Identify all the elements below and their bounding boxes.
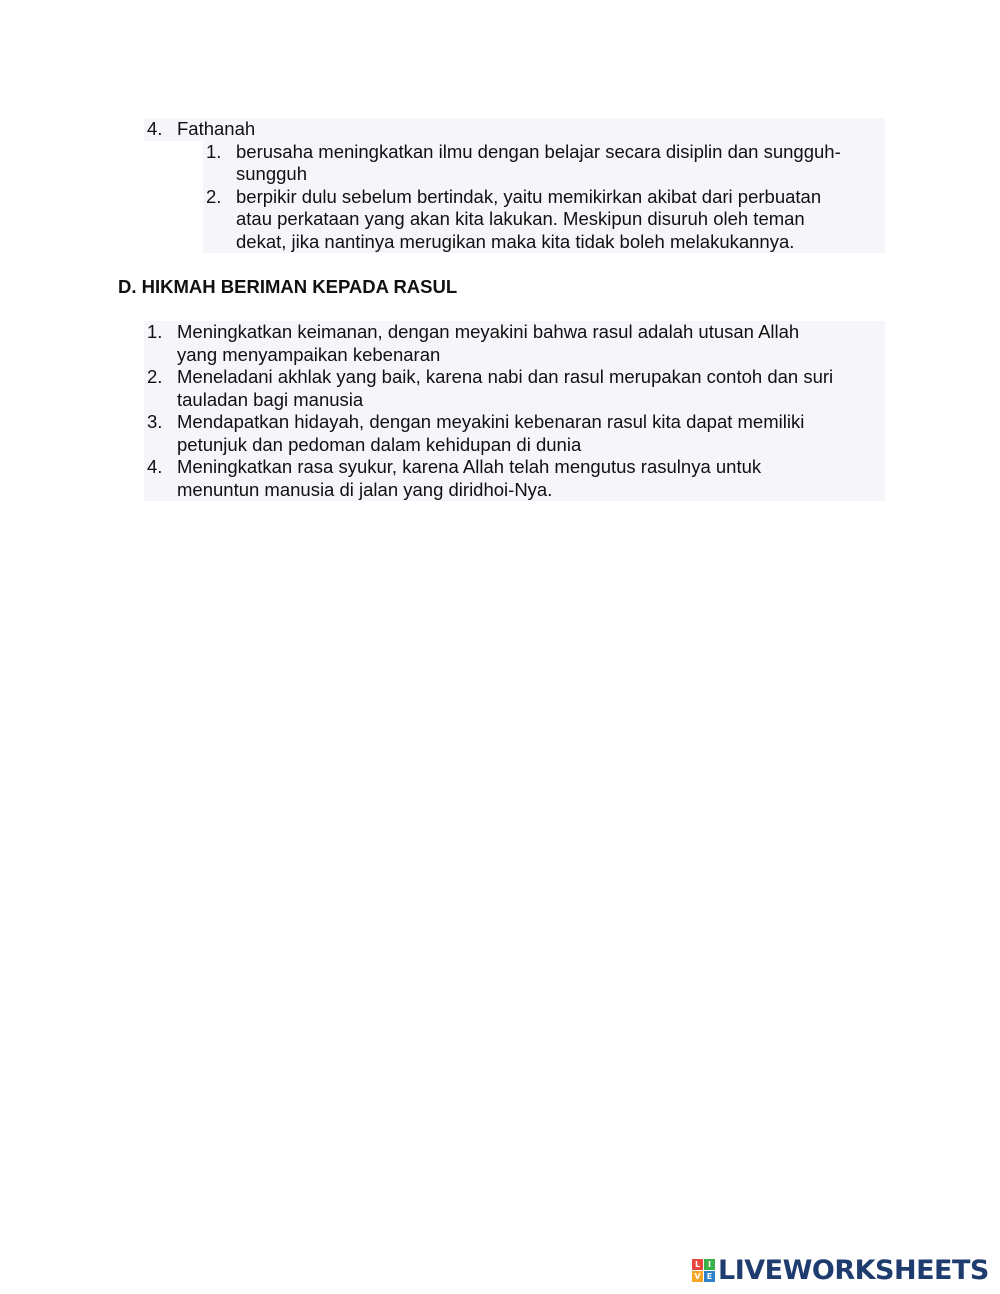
section-d-item-line: petunjuk dan pedoman dalam kehidupan di dunia xyxy=(177,434,582,455)
fathanah-item-line: berusaha meningkatkan ilmu dengan belajar secara disiplin dan sungguh- xyxy=(236,141,841,162)
section-d-item-number: 4. xyxy=(147,456,163,477)
fathanah-item-number: 2. xyxy=(206,186,222,207)
fathanah-item-number: 1. xyxy=(206,141,222,162)
section-d-item-line: Meneladani akhlak yang baik, karena nabi dan rasul merupakan contoh dan suri xyxy=(177,366,834,387)
fathanah-item-line: atau perkataan yang akan kita lakukan. Meskipun disuruh oleh teman xyxy=(236,208,805,229)
fathanah-title: Fathanah xyxy=(177,118,256,139)
section-d-heading: D. HIKMAH BERIMAN KEPADA RASUL xyxy=(118,276,458,297)
fathanah-number: 4. xyxy=(147,118,163,139)
section-d-item-line: Meningkatkan rasa syukur, karena Allah telah mengutus rasulnya untuk xyxy=(177,456,762,477)
section-d-item-number: 1. xyxy=(147,321,163,342)
fathanah-item-line: berpikir dulu sebelum bertindak, yaitu memikirkan akibat dari perbuatan xyxy=(236,186,822,207)
section-d-item-line: menuntun manusia di jalan yang diridhoi-Nya. xyxy=(177,479,553,500)
fathanah-item-line: dekat, jika nantinya merugikan maka kita tidak boleh melakukannya. xyxy=(236,231,795,252)
section-d-item-line: Mendapatkan hidayah, dengan meyakini kebenaran rasul kita dapat memiliki xyxy=(177,411,805,432)
section-d-item-line: tauladan bagi manusia xyxy=(177,389,364,410)
live-badge-letter-l: L xyxy=(692,1259,703,1270)
section-d-item-line: Meningkatkan keimanan, dengan meyakini bahwa rasul adalah utusan Allah xyxy=(177,321,800,342)
section-d-item-line: yang menyampaikan kebenaran xyxy=(177,344,441,365)
live-badge-letter-i: I xyxy=(704,1259,715,1270)
live-badge-letter-v: V xyxy=(692,1271,703,1282)
logo-wordmark: LIVEWORKSHEETS xyxy=(718,1254,989,1286)
live-badge-icon xyxy=(692,1259,715,1282)
section-d-item-number: 2. xyxy=(147,366,163,387)
liveworksheets-logo[interactable] xyxy=(692,1254,989,1286)
section-d-item-number: 3. xyxy=(147,411,163,432)
live-badge-letter-e: E xyxy=(704,1271,715,1282)
fathanah-item-line: sungguh xyxy=(236,163,307,184)
